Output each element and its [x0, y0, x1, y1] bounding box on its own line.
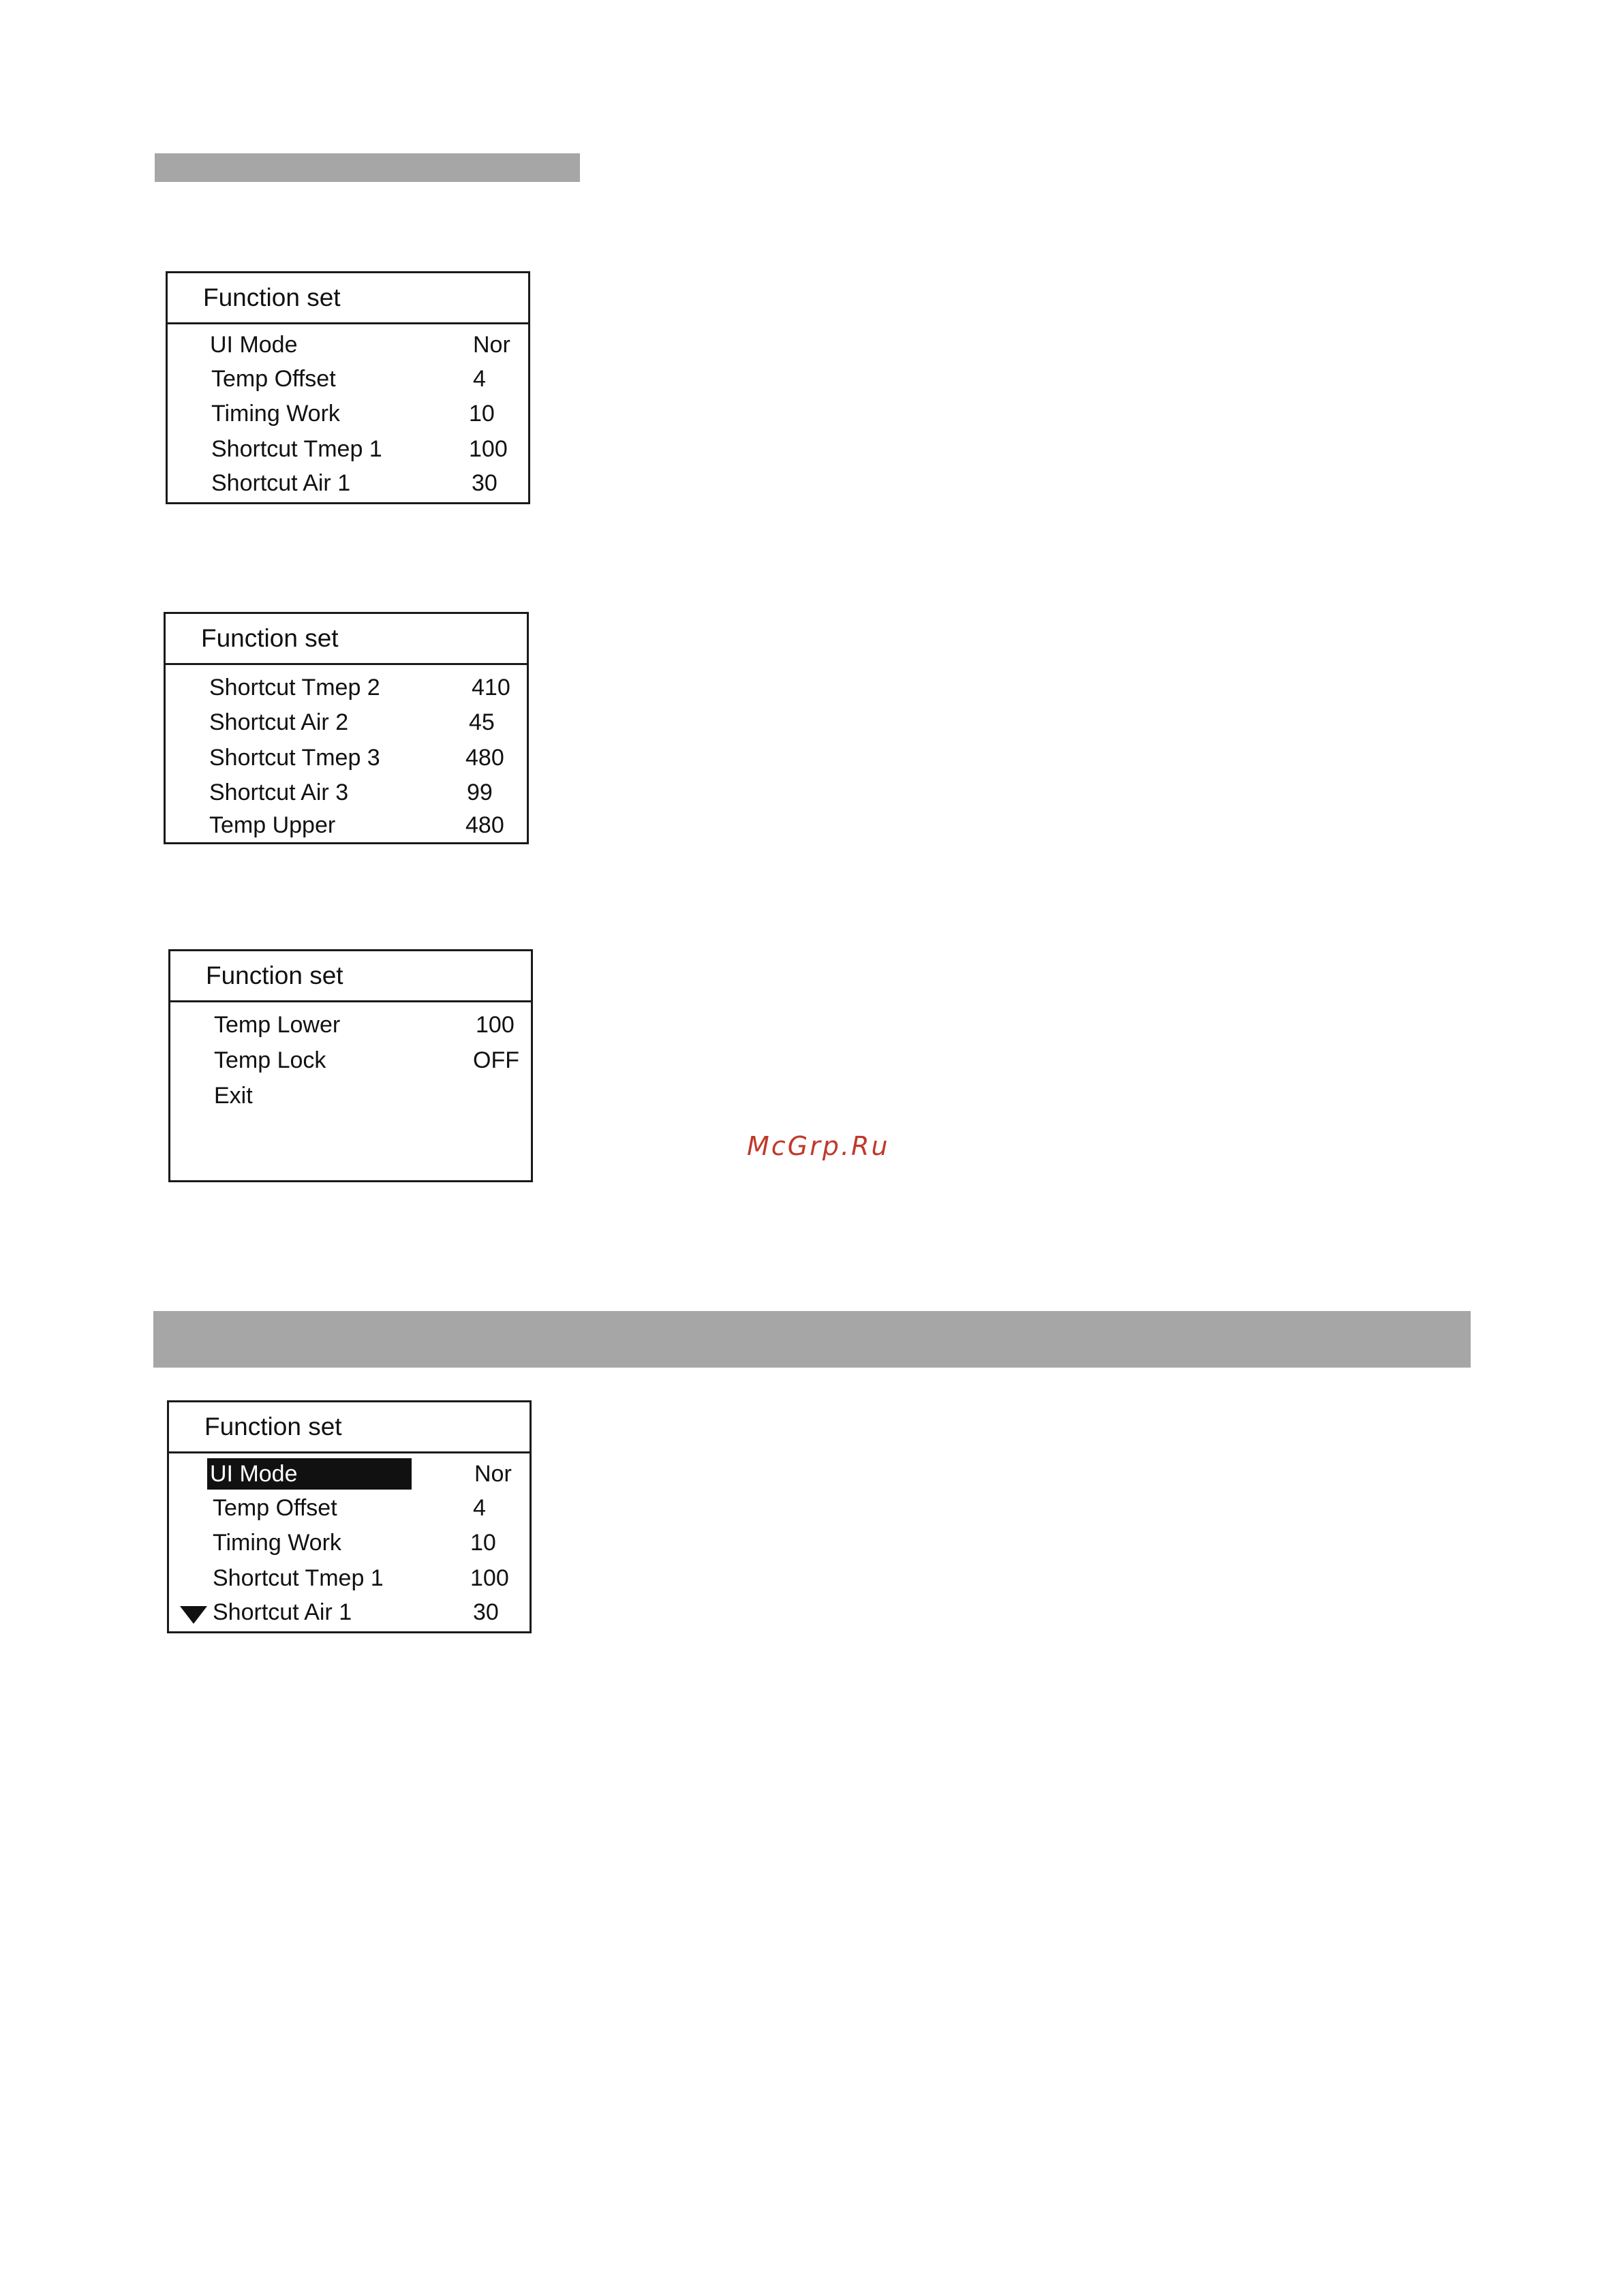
panel-header [168, 273, 528, 324]
menu-item-ui-mode[interactable] [168, 328, 528, 362]
menu-item-value: 100 [470, 1565, 509, 1591]
menu-item-shortcut-air-3[interactable] [166, 775, 527, 810]
menu-item-temp-offset[interactable] [168, 362, 528, 396]
menu-item-shortcut-tmep-2[interactable] [166, 671, 527, 705]
menu-item-label: Temp Offset [211, 366, 336, 392]
menu-item-value: 10 [469, 401, 495, 427]
panel-header [170, 951, 531, 1002]
menu-item-temp-lock[interactable] [170, 1043, 531, 1077]
menu-item-label: Shortcut Air 3 [209, 780, 349, 805]
panel-title: Function set [201, 624, 339, 652]
menu-item-shortcut-tmep-1[interactable] [168, 432, 528, 466]
menu-item-value: 30 [473, 1599, 499, 1625]
section-header-bar [155, 153, 580, 182]
menu-item-timing-work[interactable] [169, 1526, 530, 1560]
menu-item-label: Timing Work [213, 1530, 341, 1556]
panel-header [166, 614, 527, 665]
menu-item-value: 100 [469, 436, 508, 462]
menu-item-value: 410 [472, 675, 510, 700]
triangle-down-icon [180, 1606, 207, 1624]
menu-item-label: Shortcut Air 1 [213, 1599, 352, 1625]
function-set-panel-3 [168, 949, 533, 1182]
menu-item-value: 480 [465, 745, 504, 771]
menu-item-temp-upper[interactable] [166, 808, 527, 842]
menu-item-value: 4 [473, 1495, 486, 1521]
menu-item-label: Shortcut Tmep 1 [211, 436, 382, 462]
menu-item-value: 4 [473, 366, 486, 392]
panel-title: Function set [203, 283, 341, 311]
section-header-bar-wide [153, 1311, 1471, 1368]
menu-item-value: 99 [467, 780, 493, 805]
menu-item-value: 10 [470, 1530, 496, 1556]
menu-item-temp-lower[interactable] [170, 1008, 531, 1042]
menu-item-label: UI Mode [207, 1458, 412, 1490]
menu-item-label: Temp Lock [214, 1047, 326, 1073]
menu-item-value: 480 [465, 812, 504, 838]
menu-item-label: Temp Offset [213, 1495, 337, 1521]
menu-item-shortcut-air-1[interactable] [169, 1595, 530, 1629]
menu-item-exit[interactable] [170, 1079, 531, 1113]
menu-item-label: Shortcut Tmep 1 [213, 1565, 384, 1591]
menu-item-shortcut-air-2[interactable] [166, 705, 527, 739]
menu-item-ui-mode-selected[interactable] [169, 1457, 530, 1491]
menu-item-value: 45 [469, 709, 495, 735]
menu-item-value: 100 [476, 1012, 515, 1038]
menu-item-value: Nor [473, 332, 510, 358]
menu-item-shortcut-tmep-3[interactable] [166, 741, 527, 775]
menu-item-value: OFF [473, 1047, 519, 1073]
menu-item-timing-work[interactable] [168, 397, 528, 431]
menu-item-label: Timing Work [211, 401, 340, 427]
panel-title: Function set [204, 1413, 342, 1441]
menu-item-label: Shortcut Tmep 3 [209, 745, 380, 771]
panel-title: Function set [206, 961, 343, 989]
menu-item-value: 30 [472, 470, 497, 496]
function-set-panel-2 [164, 612, 529, 844]
function-set-panel-1 [166, 271, 530, 504]
menu-item-label: Shortcut Tmep 2 [209, 675, 380, 700]
menu-item-value: Nor [474, 1461, 512, 1487]
menu-item-label: Shortcut Air 1 [211, 470, 351, 496]
function-set-panel-selected [167, 1400, 532, 1633]
menu-item-label: Temp Upper [209, 812, 336, 838]
menu-item-temp-offset[interactable] [169, 1491, 530, 1525]
menu-item-label: UI Mode [210, 332, 298, 358]
menu-item-label: Shortcut Air 2 [209, 709, 349, 735]
menu-item-label: Temp Lower [214, 1012, 341, 1038]
menu-item-shortcut-tmep-1[interactable] [169, 1561, 530, 1595]
menu-item-label: Exit [214, 1083, 253, 1109]
panel-header [169, 1402, 530, 1453]
watermark: McGrp.Ru [747, 1131, 890, 1161]
menu-item-shortcut-air-1[interactable] [168, 466, 528, 500]
